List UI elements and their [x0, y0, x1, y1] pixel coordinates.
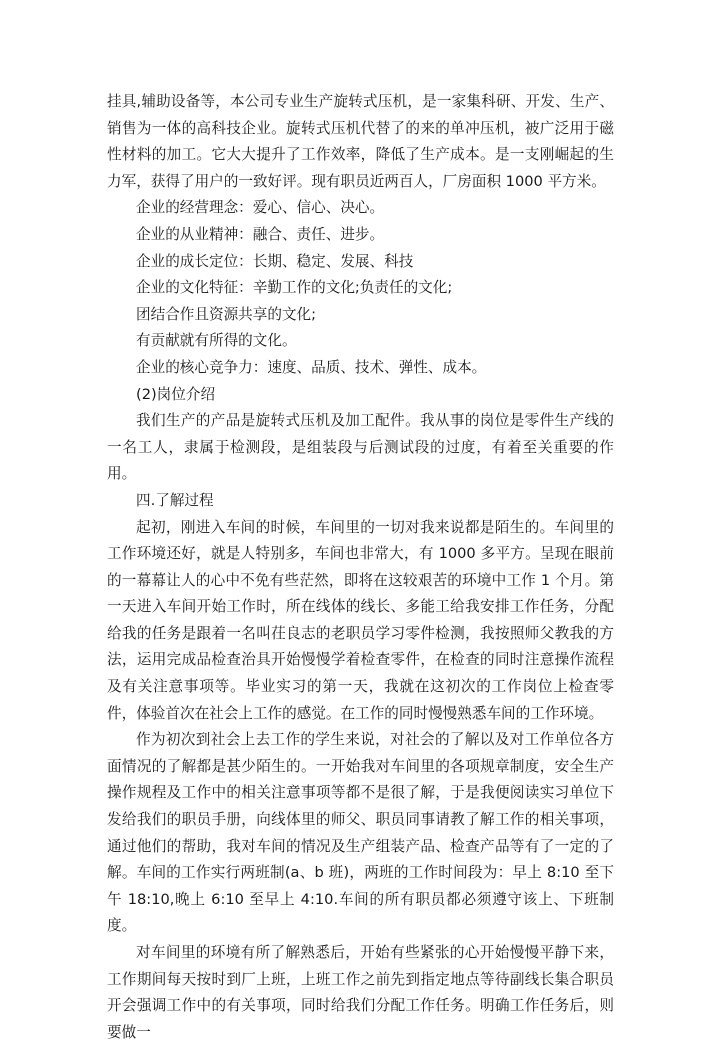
paragraph-learning-rules: 作为初次到社会上去工作的学生来说，对社会的了解以及对工作单位各方面情况的了解都是甚少陌生的。一开始我对车间里的各项规章制度，安全生产操作规程及工作中的相关注意事项等都不是很了解，于是我便阅读实习单位下发给我们的职员手册，向线体里的师父、职员同事请教了解工作的相关事项，通过他们的帮助，我对车间的情况及生产组装产品、检查产品等有了一定的了解。车间的工作实行两班制(a、b 班)，两班的工作时间段为：早上 8:10 至下午 18:10,晚上 6:10 至早上 4:10.车间的所有职员都必须遵守该上、下班制度。 [107, 731, 614, 935]
paragraph-teamwork-culture: 团结合作且资源共享的文化; [136, 305, 317, 323]
paragraph-work-spirit: 企业的从业精神：融合、责任、进步。 [136, 225, 385, 243]
paragraph-core-competence: 企业的核心竞争力：速度、品质、技术、弹性、成本。 [136, 358, 487, 376]
section-heading-understanding-process: 四.了解过程 [136, 491, 214, 509]
paragraph-company-intro: 挂具,辅助设备等，本公司专业生产旋转式压机，是一家集科研、开发、生产、销售为一体的高科技企业。旋转式压机代替了的来的单冲压机，被广泛用于磁性材料的加工。它大大提升了工作效率，降低了生产成本。是一支刚崛起的生力军，获得了用户的一致好评。现有职员近两百人，厂房面积 1000 平方米。 [107, 93, 614, 190]
paragraph-growth-positioning: 企业的成长定位：长期、稳定、发展、科技 [136, 252, 414, 270]
paragraph-daily-work: 对车间里的环境有所了解熟悉后，开始有些紧张的心开始慢慢平静下来，工作期间每天按时到厂上班，上班工作之前先到指定地点等待副线长集合职员开会强调工作中的有关事项，同时给我们分配工作任务。明确工作任务后，则要做一 [107, 944, 614, 1041]
paragraph-culture-features: 企业的文化特征：辛勤工作的文化;负责任的文化; [136, 279, 453, 297]
paragraph-business-philosophy: 企业的经营理念：爱心、信心、决心。 [136, 199, 385, 217]
paragraph-first-day: 起初，刚进入车间的时候，车间里的一切对我来说都是陌生的。车间里的工作环境还好，就是人特别多，车间也非常大，有 1000 多平方。呈现在眼前的一幕幕让人的心中不免有些茫然，即将在这较艰苦的环境中工作 1 个月。第一天进入车间开始工作时，所在线体的线长、多能工给我安排工作任务，分配给我的任务是跟着一名叫茌良志的老职员学习零件检测，我按照师父教我的方法，运用完成品检查治具开始慢慢学着检查零件，在检查的同时注意操作流程及有关注意事项等。毕业实习的第一天，我就在这初次的工作岗位上检查零件，体验首次在社会上工作的感觉。在工作的同时慢慢熟悉车间的工作环境。 [107, 518, 614, 722]
document-body [107, 89, 614, 1046]
paragraph-position-description: 我们生产的产品是旋转式压机及加工配件。我从事的岗位是零件生产线的一名工人，隶属于检测段，是组装段与后测试段的过度，有着至关重要的作用。 [107, 412, 614, 483]
paragraph-contribution-culture: 有贡献就有所得的文化。 [136, 332, 297, 350]
section-heading-position-intro: (2)岗位介绍 [136, 385, 216, 403]
